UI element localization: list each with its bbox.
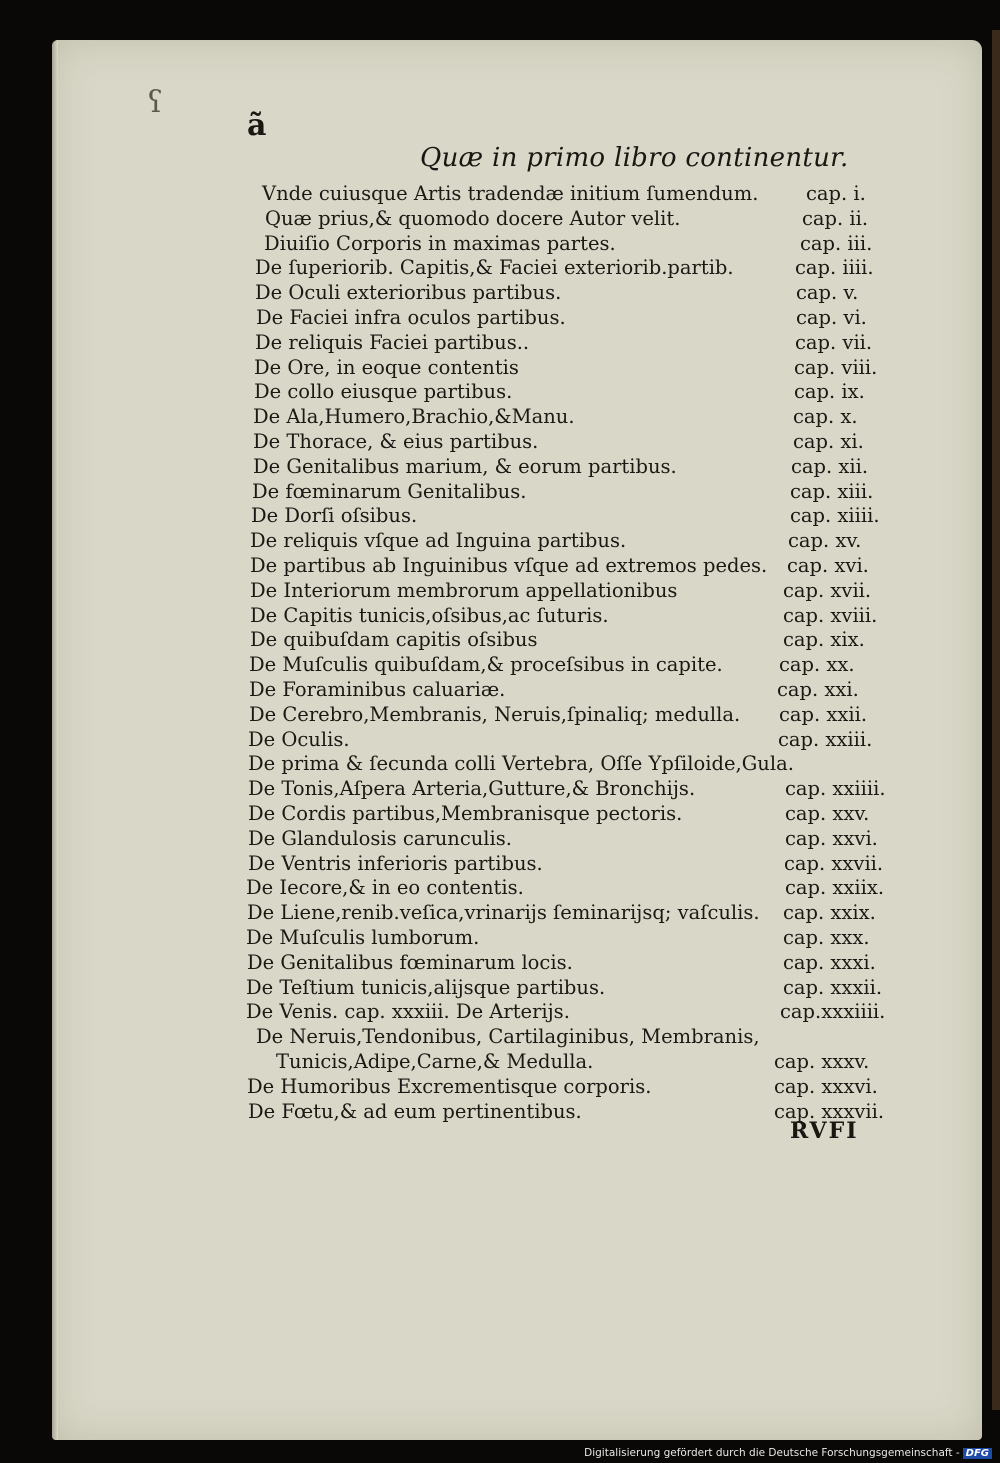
toc-entry-title: De Genitalibus fœminarum locis. bbox=[247, 950, 573, 974]
toc-entry-chapter: cap. xxxv. bbox=[774, 1050, 870, 1073]
toc-entry bbox=[52, 1050, 982, 1075]
toc-entry-title: De Dorſi oſsibus. bbox=[251, 504, 418, 528]
toc-entry-chapter: cap.xxxiiii. bbox=[780, 1000, 886, 1024]
toc-entry-chapter: cap. xxvii. bbox=[784, 851, 884, 875]
toc-entry-title: De Fœtu,& ad eum pertinentibus. bbox=[248, 1099, 582, 1123]
toc-entry-chapter: cap. xxx. bbox=[783, 926, 870, 949]
toc-entry bbox=[52, 802, 982, 827]
toc-entry bbox=[52, 579, 982, 604]
toc-entry-chapter: cap. xxxvi. bbox=[774, 1074, 878, 1098]
toc-entry-title: De Foraminibus caluariæ. bbox=[249, 678, 506, 701]
toc-entry bbox=[52, 752, 982, 777]
toc-entry-title: De Teſtium tunicis,alijsque partibus. bbox=[246, 975, 606, 999]
toc-entry-chapter: cap. xxiix. bbox=[785, 876, 885, 900]
digitization-footer bbox=[584, 1447, 992, 1459]
toc-entry bbox=[52, 256, 982, 281]
toc-entry-title: De prima & ſecunda colli Vertebra, Oſſe Ypſiloide,Gula. bbox=[248, 752, 794, 776]
toc-entry bbox=[52, 604, 982, 629]
toc-entry-chapter: cap. v. bbox=[796, 281, 859, 305]
toc-entry bbox=[52, 182, 982, 207]
toc-entry-title: De Muſculis lumborum. bbox=[246, 926, 480, 949]
toc-entry-title: De Liene,renib.veſica,vrinarijs ſeminarijsq; vaſculis. bbox=[247, 901, 760, 925]
toc-entry-chapter: cap. xxii. bbox=[779, 702, 868, 726]
toc-entry bbox=[52, 876, 982, 901]
toc-entry-chapter: cap. i. bbox=[806, 182, 866, 205]
toc-entry bbox=[52, 480, 982, 505]
toc-entry-title: De Oculis. bbox=[248, 727, 350, 751]
toc-entry bbox=[52, 678, 982, 703]
toc-entry-title: De Oculi exterioribus partibus. bbox=[255, 281, 562, 305]
toc-entry-chapter: cap. ix. bbox=[794, 380, 865, 404]
toc-entry-title: De Ore, in eoque contentis bbox=[254, 355, 519, 379]
book-page bbox=[52, 40, 982, 1440]
toc-entry bbox=[52, 653, 982, 678]
toc-entry-title: De Venis. cap. xxxiii. De Arterijs. bbox=[246, 1000, 570, 1024]
toc-entry-title: De Capitis tunicis,oſsibus,ac ſuturis. bbox=[250, 603, 609, 627]
toc-entry-title: Vnde cuiusque Artis tradendæ initium ſumendum. bbox=[262, 182, 759, 205]
toc-entry-chapter: cap. xx. bbox=[779, 653, 855, 677]
toc-entry-title: De collo eiusque partibus. bbox=[254, 380, 513, 404]
toc-entry bbox=[52, 207, 982, 232]
toc-entry-chapter: cap. xiiii. bbox=[790, 504, 880, 528]
toc-entry-title: De Ala,Humero,Brachio,&Manu. bbox=[253, 405, 575, 429]
toc-entry-chapter: cap. xxvi. bbox=[785, 826, 878, 850]
toc-entry bbox=[52, 901, 982, 926]
toc-entry-chapter: cap. vi. bbox=[796, 306, 867, 329]
toc-entry bbox=[52, 852, 982, 877]
toc-entry-title: De Muſculis quibuſdam,& proceſsibus in capite. bbox=[249, 653, 723, 677]
toc-entry-chapter: cap. xxi. bbox=[777, 678, 859, 701]
toc-entry bbox=[52, 1000, 982, 1025]
toc-entry-chapter: cap. iiii. bbox=[795, 256, 874, 280]
toc-entry bbox=[52, 306, 982, 331]
toc-entry-title: Quæ prius,& quomodo docere Autor velit. bbox=[265, 206, 681, 230]
toc-entry-title: De Interiorum membrorum appellationibus bbox=[250, 578, 678, 602]
toc-entry bbox=[52, 1075, 982, 1100]
toc-entry-title: De Tonis,Aſpera Arteria,Gutture,& Bronchijs. bbox=[248, 777, 696, 801]
toc-entry-title: De Faciei infra oculos partibus. bbox=[256, 306, 566, 329]
toc-entry bbox=[52, 728, 982, 753]
toc-entry-chapter: cap. xvi. bbox=[787, 554, 869, 577]
toc-entry bbox=[52, 926, 982, 951]
toc-entry bbox=[52, 281, 982, 306]
toc-entry bbox=[52, 356, 982, 381]
toc-entry bbox=[52, 331, 982, 356]
toc-entry bbox=[52, 380, 982, 405]
toc-entry bbox=[52, 455, 982, 480]
toc-entry-title: De partibus ab Inguinibus vſque ad extremos pedes. bbox=[250, 554, 768, 577]
toc-entry-title: De fœminarum Genitalibus. bbox=[252, 479, 527, 503]
toc-entry bbox=[52, 504, 982, 529]
toc-entry-chapter: cap. xix. bbox=[783, 628, 865, 652]
toc-entry-chapter: cap. xxiii. bbox=[778, 727, 873, 751]
toc-entry bbox=[52, 777, 982, 802]
catchword: RVFI bbox=[790, 1118, 859, 1144]
toc-entry-title: De Cordis partibus,Membranisque pectoris. bbox=[248, 802, 683, 825]
dfg-logo: DFG bbox=[963, 1448, 992, 1459]
toc-entry-chapter: cap. xxix. bbox=[783, 901, 876, 925]
toc-entry-chapter: cap. xxxi. bbox=[783, 950, 876, 974]
toc-entry bbox=[52, 703, 982, 728]
toc-entry-chapter: cap. x. bbox=[793, 405, 858, 429]
toc-entry bbox=[52, 628, 982, 653]
toc-entry-chapter: cap. xviii. bbox=[783, 603, 878, 627]
toc-entry-chapter: cap. xiii. bbox=[790, 479, 874, 503]
toc-entry-title: De quibuſdam capitis oſsibus bbox=[250, 628, 538, 652]
toc-entry-chapter: cap. xxxvii. bbox=[774, 1099, 885, 1123]
toc-entry-chapter: cap. xv. bbox=[788, 529, 862, 553]
toc-entry bbox=[52, 554, 982, 579]
toc-entry-chapter: cap. viii. bbox=[794, 355, 878, 379]
toc-entry-chapter: cap. xi. bbox=[793, 430, 864, 453]
toc-entry-title: De reliquis vſque ad Inguina partibus. bbox=[250, 529, 627, 553]
toc-entry-chapter: cap. xvii. bbox=[783, 578, 872, 602]
signature-mark: ã bbox=[247, 108, 267, 143]
ink-mark: ʕ bbox=[147, 85, 164, 120]
page-heading: Quæ in primo libro continentur. bbox=[420, 143, 849, 173]
toc-entry bbox=[52, 430, 982, 455]
toc-entry-chapter: cap. vii. bbox=[795, 330, 873, 354]
toc-entry-chapter: cap. xxxii. bbox=[783, 975, 883, 999]
toc-entry-title: De Genitalibus marium, & eorum partibus. bbox=[253, 454, 677, 478]
toc-entry-title: De Glandulosis carunculis. bbox=[248, 826, 512, 850]
book-edge bbox=[992, 30, 1000, 1410]
toc-entry-title: De ſuperiorib. Capitis,& Faciei exteriorib.partib. bbox=[255, 256, 734, 280]
toc-entry-title: Diuiſio Corporis in maximas partes. bbox=[264, 231, 616, 255]
toc-entry-chapter: cap. iii. bbox=[800, 231, 873, 255]
toc-entry-title: Tunicis,Adipe,Carne,& Medulla. bbox=[276, 1050, 594, 1073]
toc-entry-chapter: cap. xii. bbox=[791, 454, 869, 478]
toc-entry-chapter: cap. ii. bbox=[802, 206, 869, 230]
toc-entry-title: De Neruis,Tendonibus, Cartilaginibus, Membranis, bbox=[256, 1025, 760, 1049]
toc-entry-title: De reliquis Faciei partibus.. bbox=[255, 330, 530, 354]
toc-entry bbox=[52, 976, 982, 1001]
toc-entry-chapter: cap. xxiiii. bbox=[785, 777, 886, 801]
toc-entry-title: De Iecore,& in eo contentis. bbox=[246, 876, 524, 900]
toc-entry bbox=[52, 827, 982, 852]
toc-entry-title: De Cerebro,Membranis, Neruis,ſpinaliq; medulla. bbox=[249, 702, 741, 726]
toc-entry bbox=[52, 1025, 982, 1050]
toc-entry-title: De Humoribus Excrementisque corporis. bbox=[247, 1074, 652, 1098]
footer-text: Digitalisierung gefördert durch die Deutsche Forschungsgemeinschaft - bbox=[584, 1447, 960, 1459]
toc-entry bbox=[52, 951, 982, 976]
toc-entry-chapter: cap. xxv. bbox=[785, 802, 870, 825]
toc-entry-title: De Thorace, & eius partibus. bbox=[253, 430, 539, 453]
toc-entry-title: De Ventris inferioris partibus. bbox=[248, 851, 543, 875]
toc-entry bbox=[52, 232, 982, 257]
toc-entry bbox=[52, 405, 982, 430]
toc-entry bbox=[52, 529, 982, 554]
